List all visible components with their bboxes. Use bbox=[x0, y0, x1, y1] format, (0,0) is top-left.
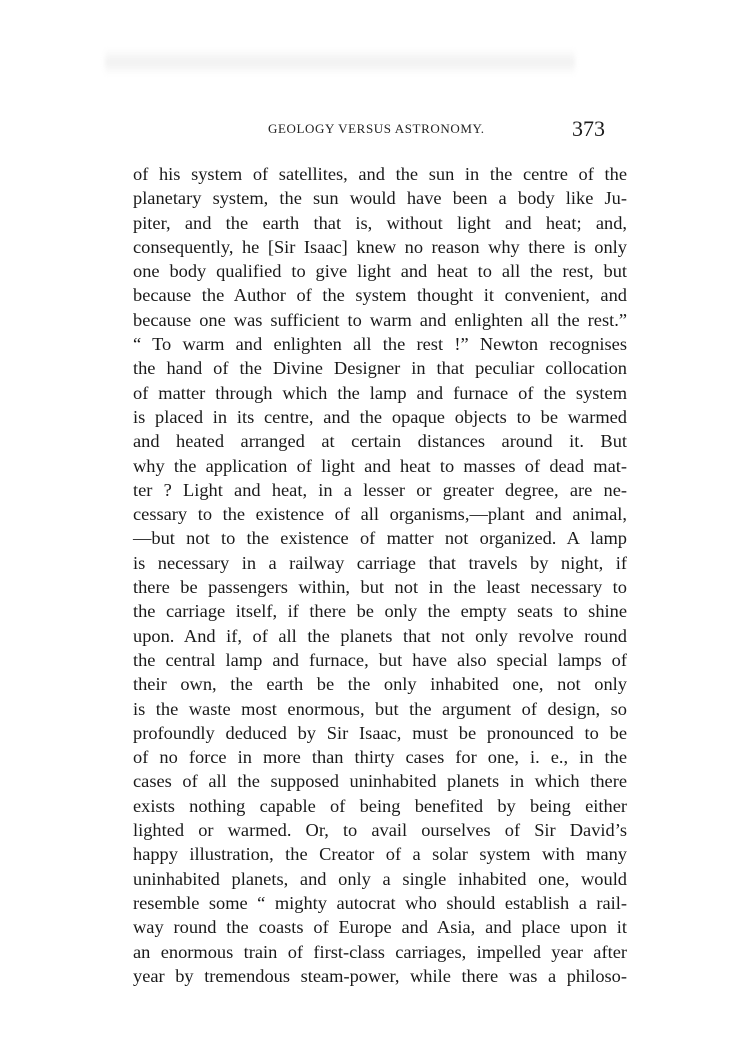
text-line: way round the coasts of Europe and Asia, and place upon it bbox=[133, 917, 627, 938]
text-line: and heated arranged at certain distances around it. But bbox=[133, 431, 627, 452]
body-text bbox=[133, 162, 627, 988]
text-line: because the Author of the system thought it convenient, and bbox=[133, 285, 627, 306]
text-line: cases of all the supposed uninhabited planets in which there bbox=[133, 771, 627, 792]
running-header bbox=[268, 121, 485, 137]
text-line: the carriage itself, if there be only the empty seats to shine bbox=[133, 601, 627, 622]
text-line: is necessary in a railway carriage that travels by night, if bbox=[133, 552, 627, 573]
text-line: cessary to the existence of all organisms,—plant and animal, bbox=[133, 504, 627, 525]
text-line: resemble some “ mighty autocrat who should establish a rail- bbox=[133, 892, 627, 913]
text-line: exists nothing capable of being benefited by being either bbox=[133, 795, 627, 816]
text-line: why the application of light and heat to masses of dead mat- bbox=[133, 455, 627, 476]
page-number: 373 bbox=[572, 116, 605, 141]
text-line: there be passengers within, but not in the least necessary to bbox=[133, 577, 627, 598]
text-line: the hand of the Divine Designer in that peculiar collocation bbox=[133, 358, 627, 379]
text-line: is the waste most enormous, but the argument of design, so bbox=[133, 698, 627, 719]
text-line: is placed in its centre, and the opaque objects to be warmed bbox=[133, 406, 627, 427]
text-line: because one was sufficient to warm and enlighten all the rest.” bbox=[133, 309, 627, 330]
text-line: one body qualified to give light and heat to all the rest, but bbox=[133, 261, 627, 282]
text-line: piter, and the earth that is, without light and heat; and, bbox=[133, 212, 627, 233]
text-line: lighted or warmed. Or, to avail ourselves of Sir David’s bbox=[133, 820, 627, 841]
text-line: an enormous train of first-class carriages, impelled year after bbox=[133, 941, 627, 962]
text-line: profoundly deduced by Sir Isaac, must be pronounced to be bbox=[133, 722, 627, 743]
text-line: of matter through which the lamp and furnace of the system bbox=[133, 382, 627, 403]
text-line: ter ? Light and heat, in a lesser or greater degree, are ne- bbox=[133, 479, 627, 500]
text-line: upon. And if, of all the planets that not only revolve round bbox=[133, 625, 627, 646]
text-line: of no force in more than thirty cases for one, i. e., in the bbox=[133, 747, 627, 768]
text-line: planetary system, the sun would have been a body like Ju- bbox=[133, 188, 627, 209]
text-line: the central lamp and furnace, but have also special lamps of bbox=[133, 649, 627, 670]
running-title: GEOLOGY VERSUS ASTRONOMY. bbox=[268, 121, 485, 136]
text-line: uninhabited planets, and only a single inhabited one, would bbox=[133, 868, 627, 889]
text-line: year by tremendous steam-power, while there was a philoso- bbox=[133, 965, 627, 986]
scan-bleed-through bbox=[105, 48, 575, 76]
text-line: happy illustration, the Creator of a solar system with many bbox=[133, 844, 627, 865]
text-line: “ To warm and enlighten all the rest !” Newton recognises bbox=[133, 334, 627, 355]
text-line: consequently, he [Sir Isaac] knew no reason why there is only bbox=[133, 236, 627, 257]
text-line: of his system of satellites, and the sun in the centre of the bbox=[133, 164, 627, 184]
text-line: their own, the earth be the only inhabited one, not only bbox=[133, 674, 627, 695]
text-line: —but not to the existence of matter not organized. A lamp bbox=[133, 528, 627, 549]
